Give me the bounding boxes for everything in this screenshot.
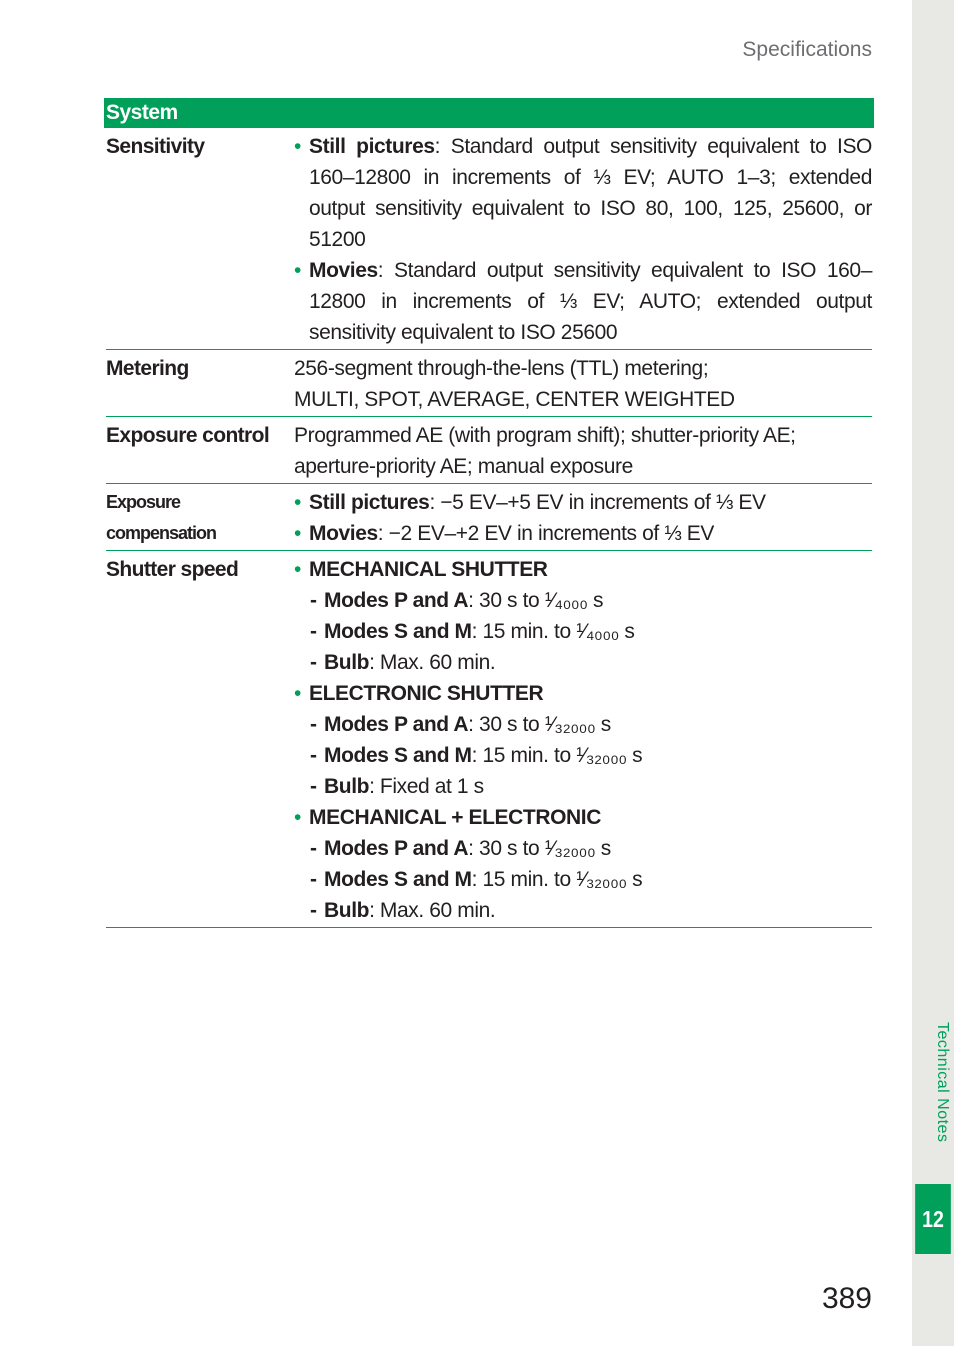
item-term: Modes S and M	[324, 744, 472, 767]
row-value	[294, 551, 872, 926]
row-value	[294, 128, 872, 348]
sub-list-item	[294, 833, 872, 864]
list-item	[294, 802, 872, 833]
item-text: : Max. 60 min.	[369, 899, 496, 922]
row-label: Exposure compensation	[106, 492, 217, 543]
sub-list-item	[294, 864, 872, 895]
dash-icon: -	[310, 899, 317, 922]
item-text: : 15 min. to ¹⁄₄₀₀₀ s	[471, 620, 635, 643]
row-label: Exposure control	[106, 424, 270, 447]
item-term: Still pictures	[309, 135, 435, 158]
item-term: Modes S and M	[324, 868, 472, 891]
row-value	[294, 484, 872, 549]
item-text: : 30 s to ¹⁄₃₂₀₀₀ s	[468, 837, 611, 860]
item-term: Still pictures	[309, 491, 430, 514]
item-text: : 30 s to ¹⁄₄₀₀₀ s	[468, 589, 604, 612]
row-label: Shutter speed	[106, 558, 239, 581]
spec-row-exposure-control	[106, 417, 872, 484]
dash-icon: -	[310, 651, 317, 674]
row-value	[294, 417, 872, 482]
spec-row-sensitivity	[106, 128, 872, 350]
sub-list-item	[294, 740, 872, 771]
item-term: Modes S and M	[324, 620, 472, 643]
page-header-title: Specifications	[742, 38, 872, 61]
row-label: Metering	[106, 357, 189, 380]
value-line: 256-segment through-the-lens (TTL) metering;	[294, 357, 709, 380]
item-text: : Fixed at 1 s	[369, 775, 484, 798]
sub-list-item	[294, 616, 872, 647]
item-term: Bulb	[324, 775, 370, 798]
chapter-tab[interactable]: 12	[915, 1184, 951, 1254]
page-number: 389	[821, 1282, 872, 1315]
section-header: System	[104, 98, 874, 128]
item-term: ELECTRONIC SHUTTER	[309, 682, 544, 705]
item-term: Modes P and A	[324, 837, 469, 860]
row-value	[294, 350, 872, 415]
sub-list-item	[294, 585, 872, 616]
item-term: Bulb	[324, 651, 370, 674]
item-text: : 15 min. to ¹⁄₃₂₀₀₀ s	[471, 868, 643, 891]
spec-row-metering	[106, 350, 872, 417]
item-term: Modes P and A	[324, 589, 469, 612]
value-line: MULTI, SPOT, AVERAGE, CENTER WEIGHTED	[294, 388, 735, 411]
list-item	[294, 255, 872, 348]
spec-row-exposure-compensation	[106, 484, 872, 551]
dash-icon: -	[310, 744, 317, 767]
item-text: : Standard output sensitivity equivalent to ISO 160–12800 in increments of ⅓ EV; AUTO; extended output sensitivity equivalent to ISO 25600	[309, 259, 872, 344]
value-line: aperture-priority AE; manual exposure	[294, 455, 633, 478]
item-text: : Standard output sensitivity equivalent to ISO 160–12800 in increments of ⅓ EV; AUTO 1–3; extended output sensitivity equivalent to ISO 80, 100, 125, 25600, or 51200	[309, 135, 872, 251]
dash-icon: -	[310, 713, 317, 736]
item-text: : −2 EV–+2 EV in increments of ⅓ EV	[377, 522, 714, 545]
item-term: Modes P and A	[324, 713, 469, 736]
value-line: Programmed AE (with program shift); shutter-priority AE;	[294, 424, 796, 447]
dash-icon: -	[310, 589, 317, 612]
spec-table	[104, 98, 874, 928]
item-text: : 30 s to ¹⁄₃₂₀₀₀ s	[468, 713, 611, 736]
item-term: Movies	[309, 522, 378, 545]
item-term: MECHANICAL + ELECTRONIC	[309, 806, 602, 829]
spec-row-shutter-speed	[106, 551, 872, 928]
item-text: : Max. 60 min.	[369, 651, 496, 674]
row-label: Sensitivity	[106, 135, 205, 158]
item-term: Movies	[309, 259, 378, 282]
list-item	[294, 678, 872, 709]
dash-icon: -	[310, 868, 317, 891]
item-term: Bulb	[324, 899, 370, 922]
chapter-sidebar	[912, 0, 954, 1346]
list-item	[294, 487, 872, 518]
sub-list-item	[294, 647, 872, 678]
list-item	[294, 554, 872, 585]
list-item	[294, 518, 872, 549]
sub-list-item	[294, 709, 872, 740]
item-text: : 15 min. to ¹⁄₃₂₀₀₀ s	[471, 744, 643, 767]
sub-list-item	[294, 895, 872, 926]
sidebar-section-label: Technical Notes	[934, 1022, 951, 1143]
dash-icon: -	[310, 775, 317, 798]
dash-icon: -	[310, 620, 317, 643]
sub-list-item	[294, 771, 872, 802]
list-item	[294, 131, 872, 255]
dash-icon: -	[310, 837, 317, 860]
item-text: : −5 EV–+5 EV in increments of ⅓ EV	[429, 491, 766, 514]
item-term: MECHANICAL SHUTTER	[309, 558, 548, 581]
